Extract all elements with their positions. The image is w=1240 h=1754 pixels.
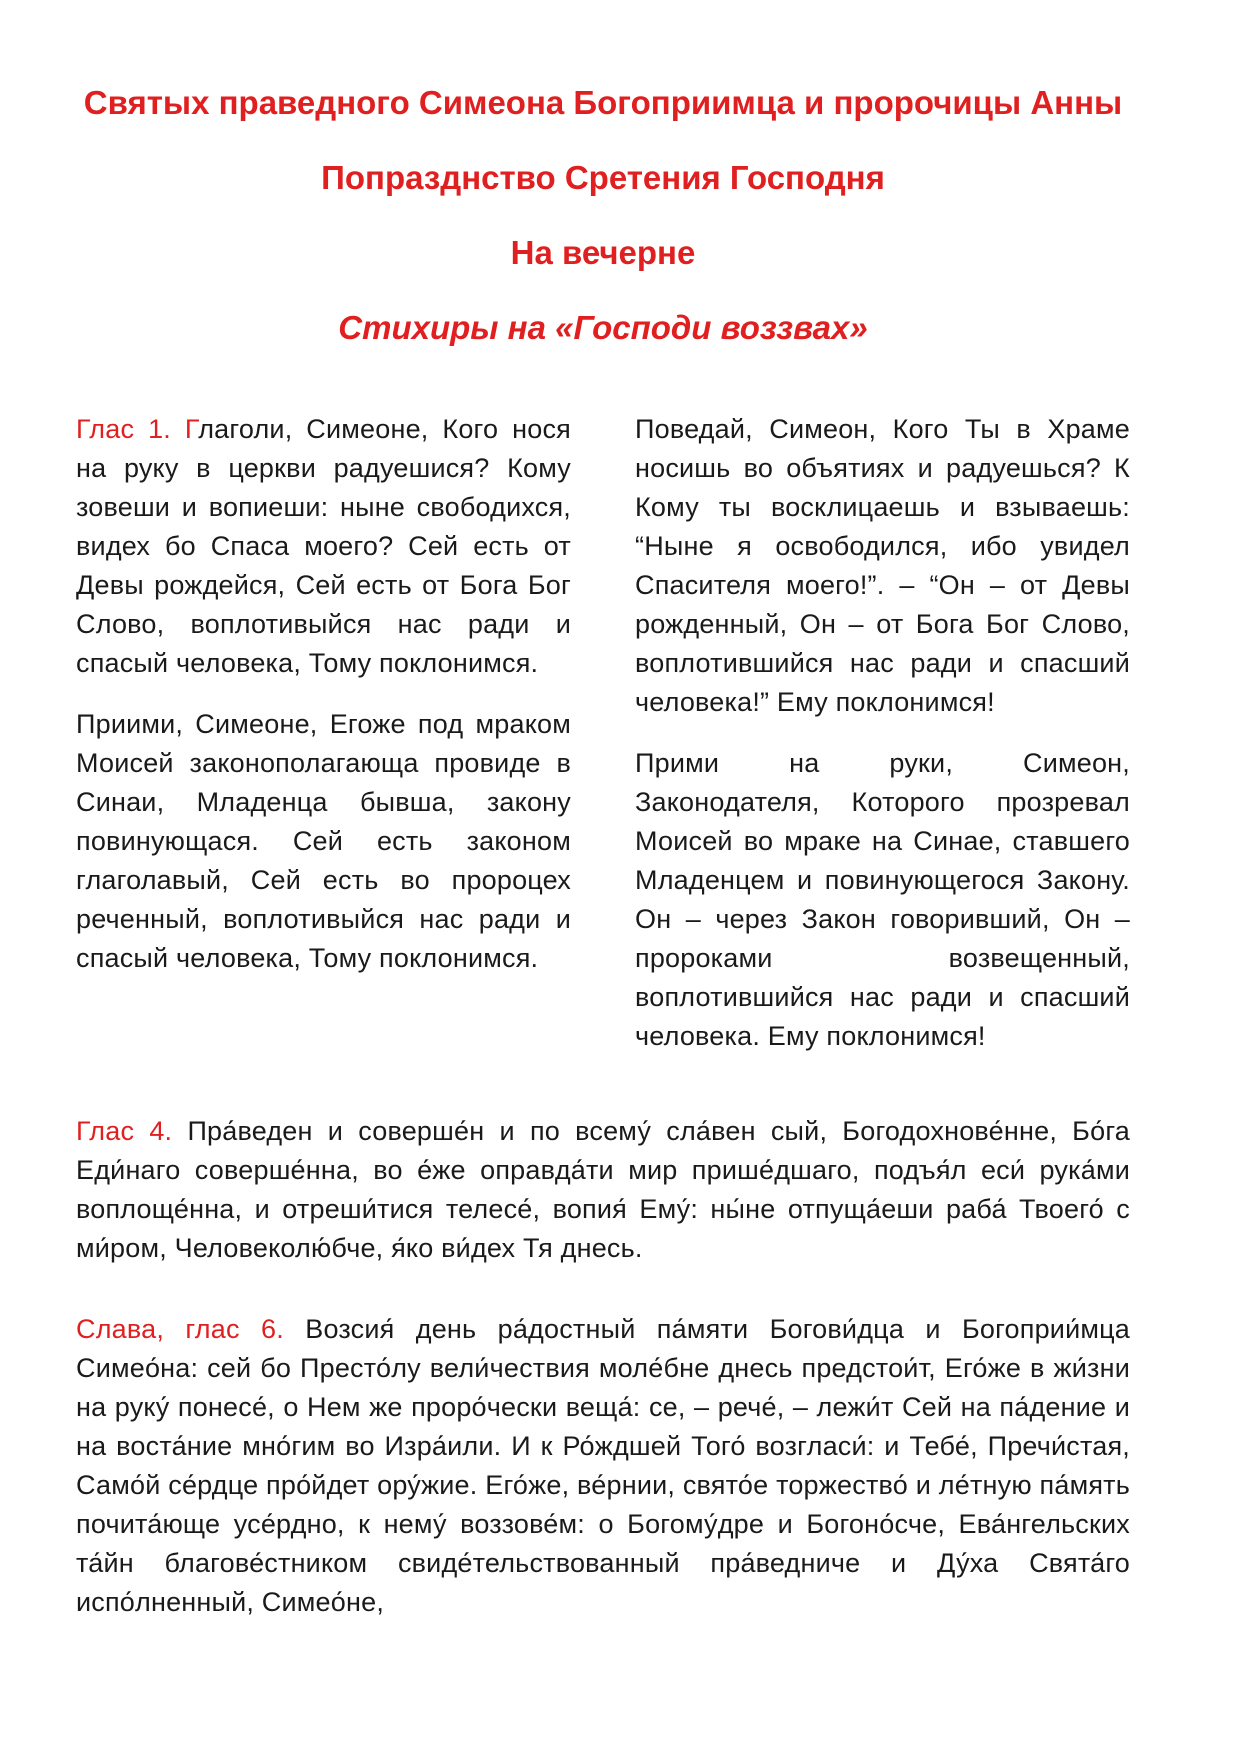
page-title: Святых праведного Симеона Богоприимца и пророчицы Анны	[83, 84, 1123, 121]
section-heading: Стихиры на «Господи воззвах»	[338, 309, 868, 346]
church-slavonic-column	[76, 410, 571, 1078]
stichera-glas-4	[76, 1112, 1130, 1268]
stichera-text: Возсия́ день ра́достный па́мяти Богови́дца и Богоприи́мца Симео́на: сей бо Престо́лу вели́чествия моле́бне днесь предстои́т, Его́же в жи́зни на руку́ понесе́, о Нем же проро́чески веща́: се, – рече́, – лежи́т Сей на па́дение и на воста́ние мно́гим во Изра́или. И к Ро́ждшей Того́ возгласи́: и Тебе́, Пречи́стая, Само́й се́рдце про́йдет ору́жие. Его́же, ве́рнии, свято́е торжество́ и ле́тную па́мять почита́юще усе́рдно, к нему́ воззове́м: о Богому́дре и Богоно́сче, Ева́нгельских та́йн благове́стником свиде́тельствованный пра́ведниче и Ду́ха Свята́го испо́лненный, Симео́не,	[76, 1314, 1131, 1617]
stichera-2-russian	[635, 744, 1130, 1056]
stichera-1-russian	[635, 410, 1130, 722]
stichera-text: Приими, Симеоне, Егоже под мраком Моисей законополагающа провиде в Синаи, Младенца бывша, закону повинующася. Сей есть законом глаголавый, Сей есть во пророцех реченный, воплотивыйся нас ради и спасый человека, Тому поклонимся.	[76, 709, 571, 973]
tone-label: Глас 1. Г	[76, 414, 199, 444]
stichera-text: Пра́веден и соверше́н и по всему́ сла́вен сый, Богодохнове́нне, Бо́га Еди́наго соверше́нна, во е́же оправда́ти мир прише́дшаго, подъя́л еси́ рука́ми воплоще́нна, и отреши́тися телесе́, вопия́ Ему́: ны́не отпуща́еши раба́ Твоего́ с ми́ром, Человеколю́бче, я́ко ви́дех Тя днесь.	[76, 1116, 1130, 1263]
stichera-text: Поведай, Симеон, Кого Ты в Храме носишь во объятиях и радуешься? К Кому ты восклицаешь и взываешь: “Ныне я освободился, ибо увидел Спасителя моего!”. – “Он – от Девы рожденный, Он – от Бога Бог Слово, воплотившийся нас ради и спасший человека!” Ему поклонимся!	[635, 414, 1130, 717]
stichera-text: Прими на руки, Симеон, Законодателя, Которого прозревал Моисей во мраке на Синае, ставшего Младенцем и повинующегося Закону. Он – через Закон говоривший, Он – пророками возвещенный, воплотившийся нас ради и спасший человека. Ему поклонимся!	[635, 748, 1130, 1051]
tone-label: Слава, глас 6.	[76, 1314, 284, 1344]
stichera-text: лаголи, Симеоне, Кого нося на руку в церкви радуешися? Кому зовеши и вопиеши: ныне свободихся, видех бо Спаса моего? Сей есть от Девы рождейся, Сей есть от Бога Бог Слово, воплотивыйся нас ради и спасый человека, Тому поклонимся.	[76, 414, 571, 678]
russian-translation-column	[635, 410, 1130, 1078]
stichera-slava	[76, 1310, 1130, 1622]
feast-subtitle: Попразднство Сретения Господня	[321, 159, 885, 196]
stichera-1-slavonic	[76, 410, 571, 683]
tone-label: Глас 4.	[76, 1116, 173, 1146]
parallel-text-columns	[76, 410, 1130, 1078]
document-page	[76, 82, 1130, 1622]
service-heading: На вечерне	[510, 234, 696, 271]
stichera-2-slavonic	[76, 705, 571, 978]
